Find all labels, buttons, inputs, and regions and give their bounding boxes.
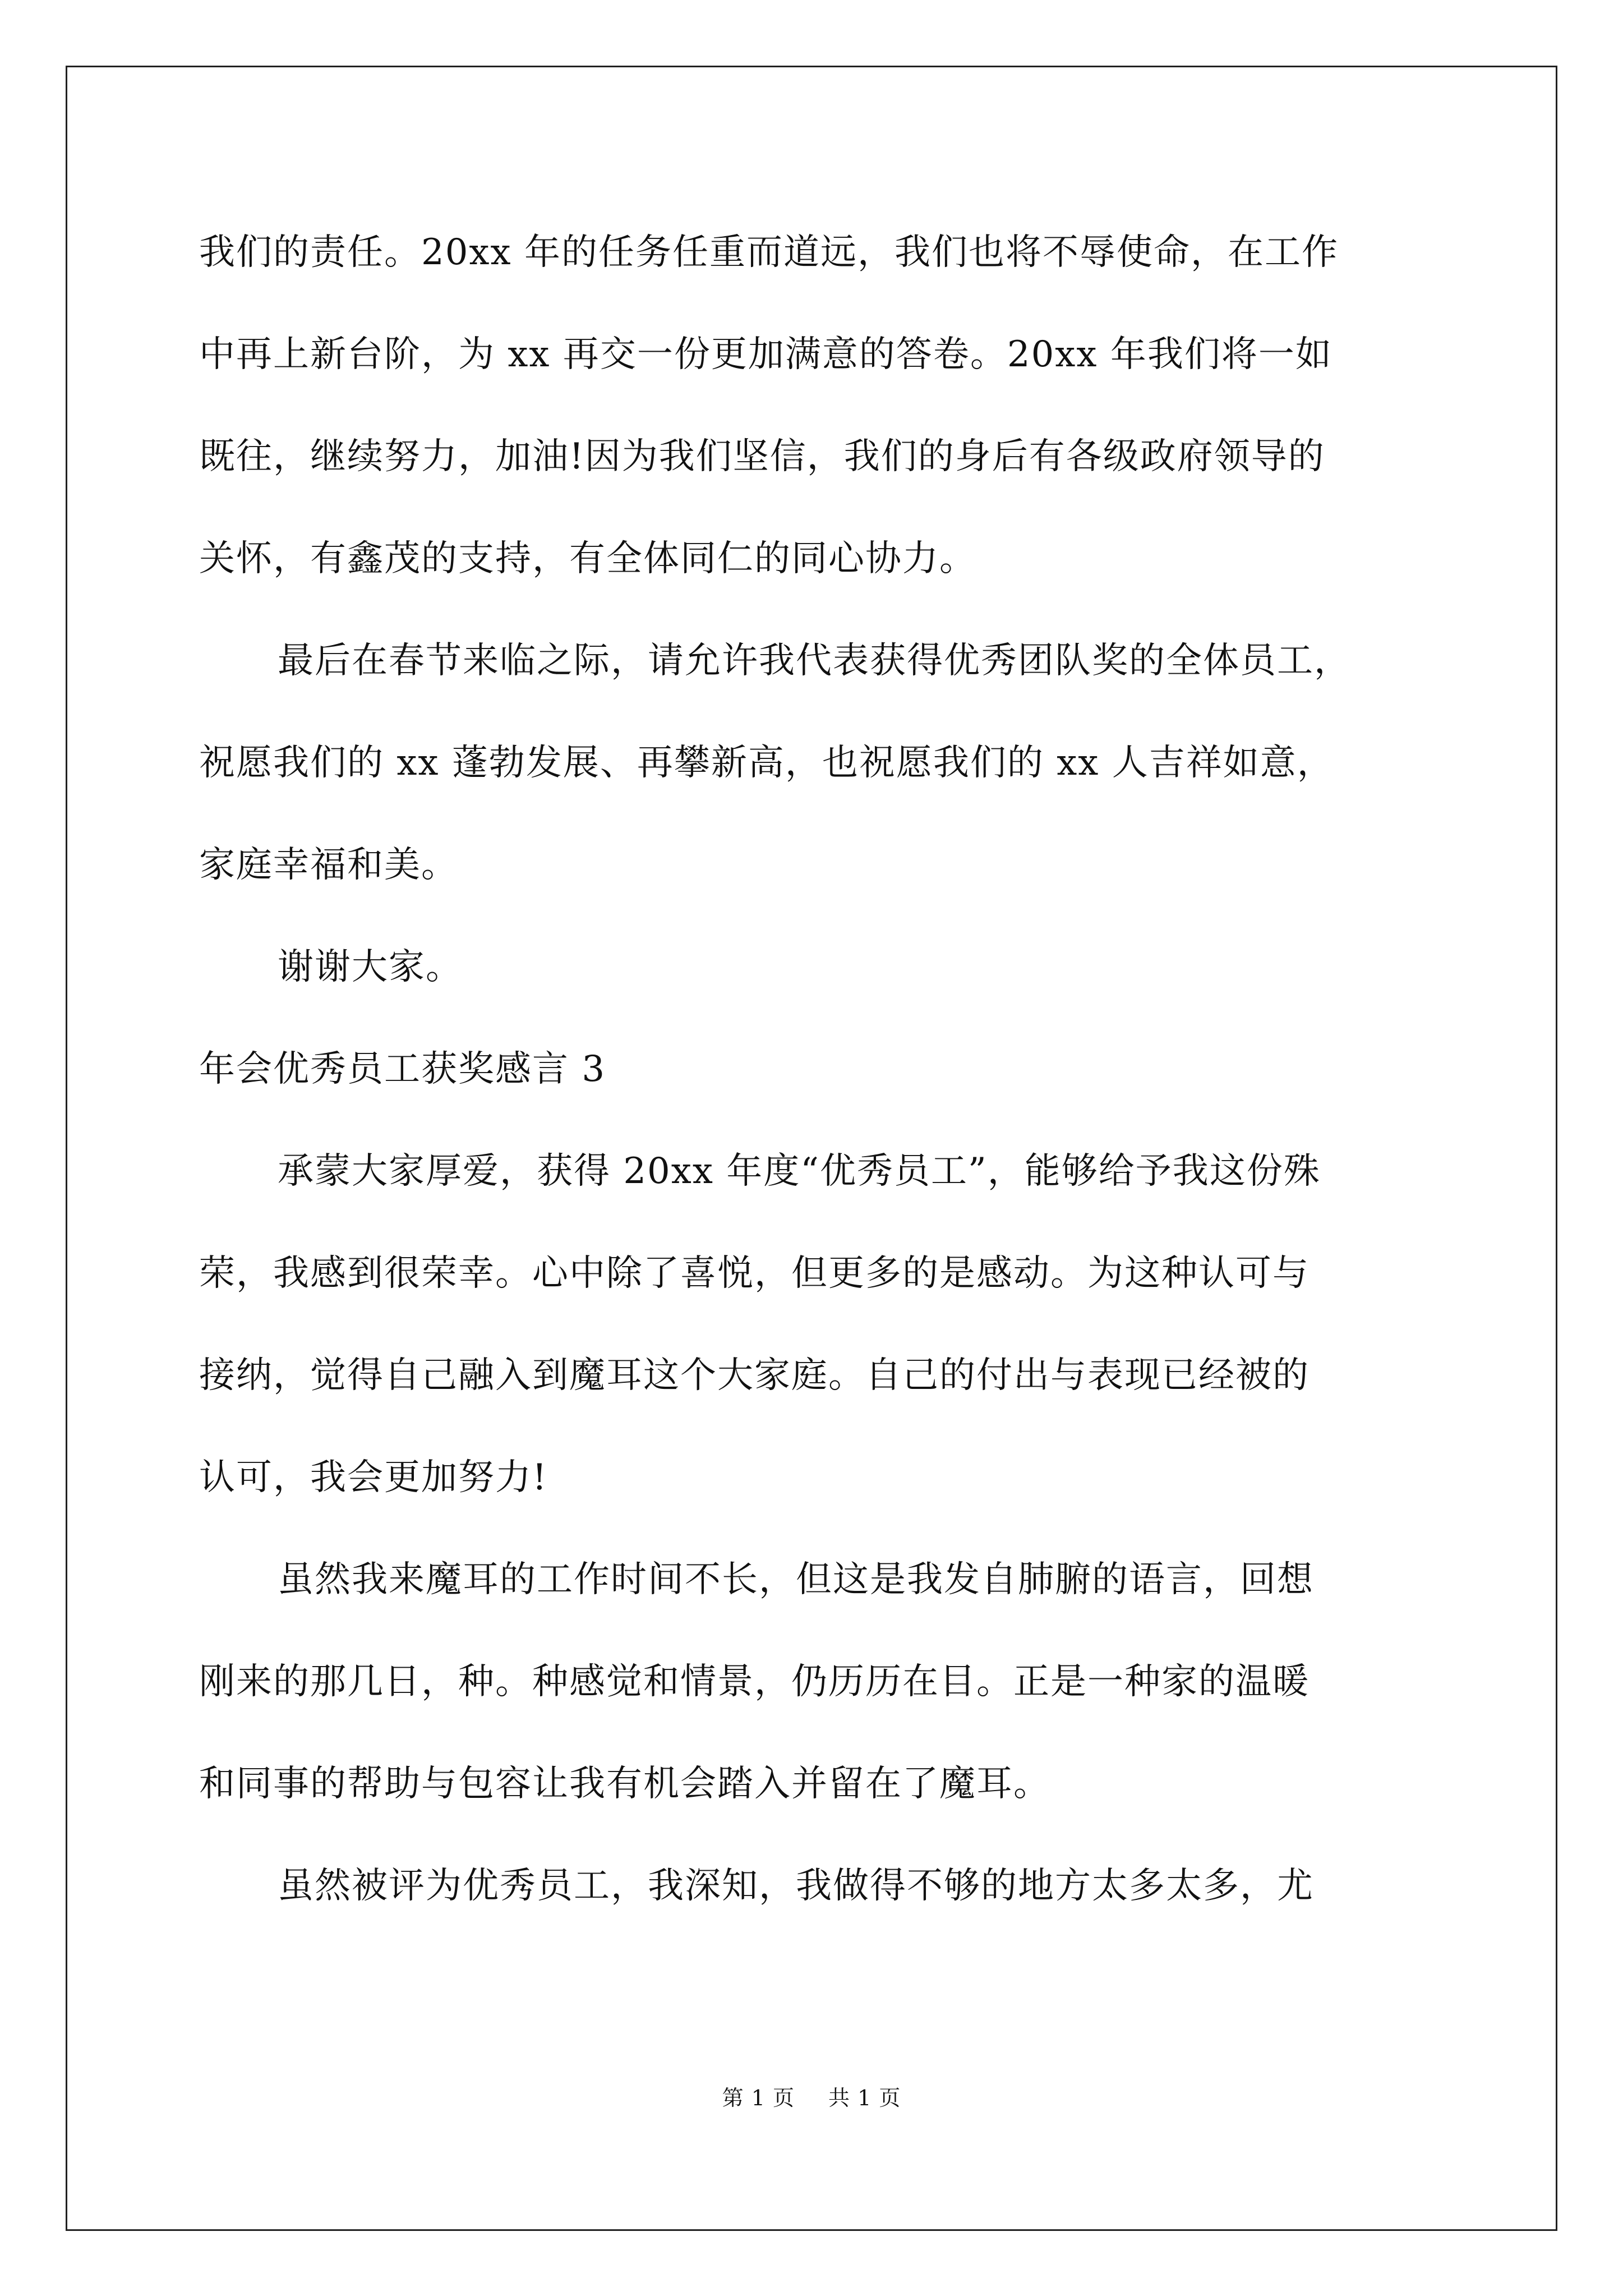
text-line: 刚来的那几日，种。种感觉和情景，仍历历在目。正是一种家的温暖 [199, 1661, 1310, 1703]
paragraph-start-line: 谢谢大家。 [278, 946, 463, 988]
page-total: 共 1 页 [828, 2086, 901, 2110]
text-line: 荣，我感到很荣幸。心中除了喜悦，但更多的是感动。为这种认可与 [199, 1253, 1310, 1294]
paragraph-start-line: 承蒙大家厚爱，获得 20xx 年度“优秀员工”，能够给予我这份殊 [278, 1151, 1321, 1192]
text-line: 祝愿我们的 xx 蓬勃发展、再攀新高，也祝愿我们的 xx 人吉祥如意， [199, 742, 1334, 784]
section-heading: 年会优秀员工获奖感言 3 [199, 1048, 606, 1090]
text-line: 接纳，觉得自己融入到魔耳这个大家庭。自己的付出与表现已经被的 [199, 1355, 1310, 1396]
paragraph-start-line: 最后在春节来临之际，请允许我代表获得优秀团队奖的全体员工， [278, 640, 1351, 682]
text-line: 家庭幸福和美。 [199, 844, 458, 886]
text-line: 和同事的帮助与包容让我有机会踏入并留在了魔耳。 [199, 1763, 1050, 1805]
page-footer [0, 2084, 1623, 2112]
paragraph-start-line: 虽然被评为优秀员工，我深知，我做得不够的地方太多太多，尤 [278, 1865, 1314, 1907]
text-line: 中再上新台阶，为 xx 再交一份更加满意的答卷。20xx 年我们将一如 [199, 334, 1332, 375]
text-line: 我们的责任。20xx 年的任务任重而道远，我们也将不辱使命，在工作 [199, 232, 1339, 273]
text-line: 既往，继续努力，加油!因为我们坚信，我们的身后有各级政府领导的 [199, 436, 1325, 477]
text-line: 认可，我会更加努力! [199, 1457, 548, 1498]
text-line: 关怀，有鑫茂的支持，有全体同仁的同心协力。 [199, 538, 976, 579]
paragraph-start-line: 虽然我来魔耳的工作时间不长，但这是我发自肺腑的语言，回想 [278, 1559, 1314, 1600]
page-number: 第 1 页 [722, 2086, 795, 2110]
